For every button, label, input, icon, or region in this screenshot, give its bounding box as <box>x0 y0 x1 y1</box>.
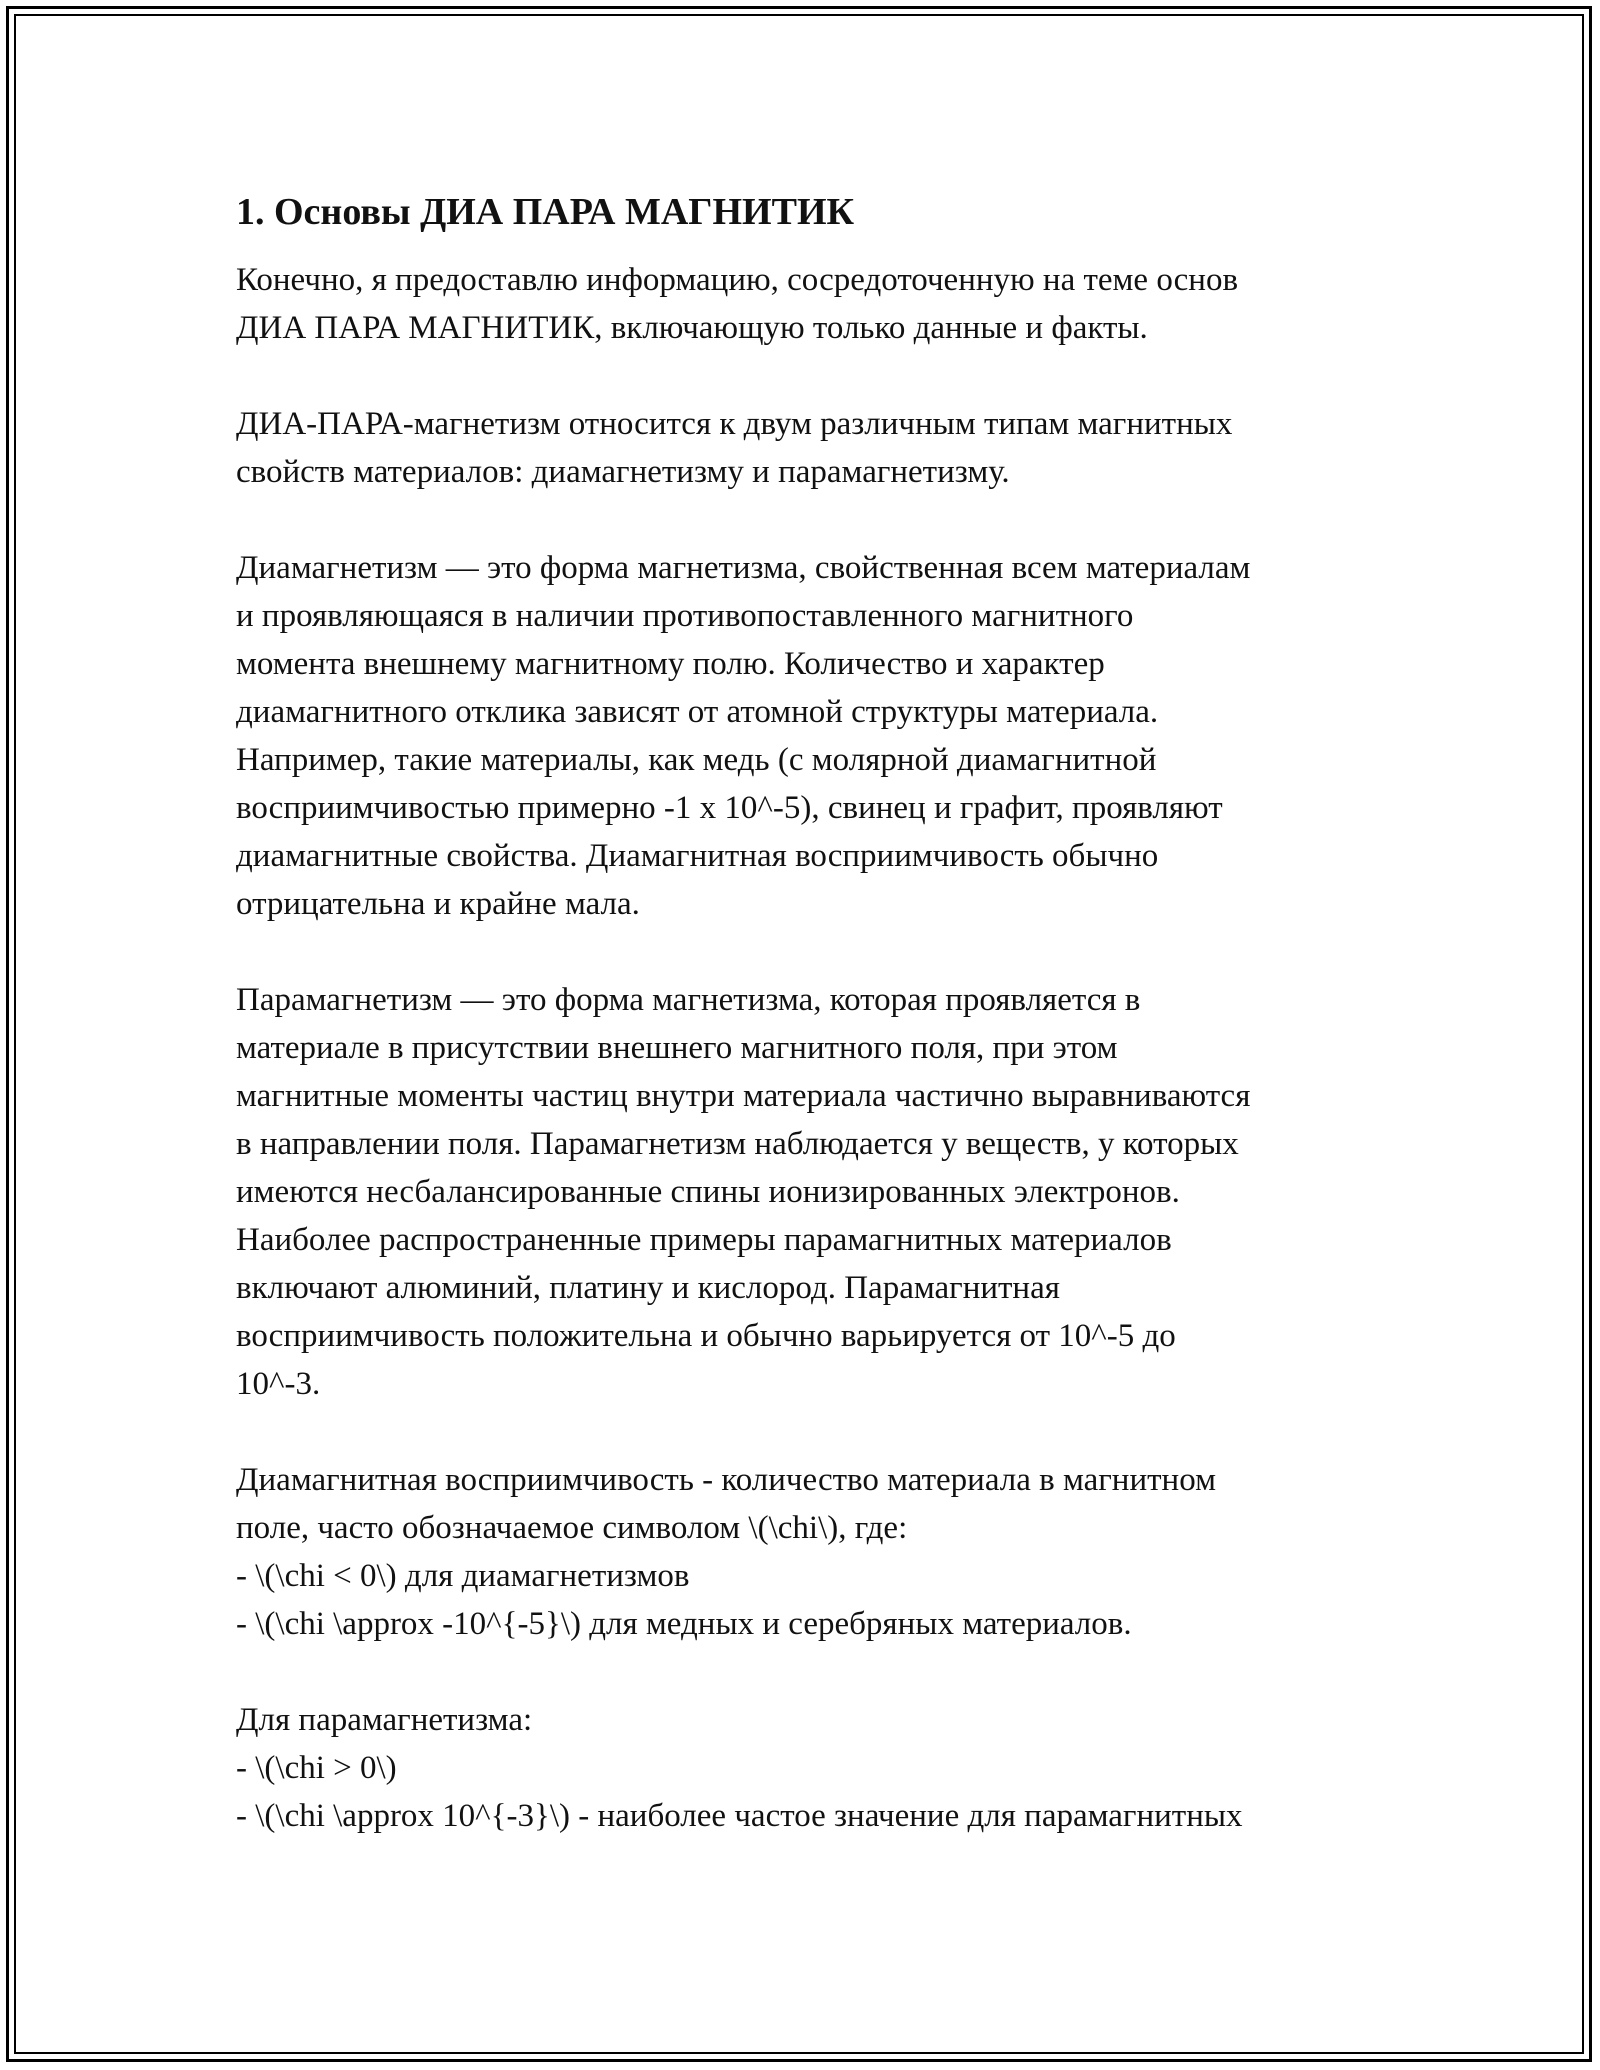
list-item: - \(\chi > 0\) <box>236 1750 397 1786</box>
diamagnetism-paragraph <box>236 544 1406 928</box>
text-line: имеются несбалансированные спины ионизированных электронов. <box>236 1174 1180 1210</box>
text-line: и проявляющаяся в наличии противопоставленного магнитного <box>236 598 1134 634</box>
text-line: Конечно, я предоставлю информацию, сосредоточенную на теме основ <box>236 262 1239 298</box>
list-item: - \(\chi < 0\) для диамагнетизмов <box>236 1558 690 1594</box>
text-line: материале в присутствии внешнего магнитного поля, при этом <box>236 1030 1118 1066</box>
text-line: Для парамагнетизма: <box>236 1702 533 1738</box>
paramagnetism-values-paragraph <box>236 1696 1406 1840</box>
text-line: свойств материалов: диамагнетизму и парамагнетизму. <box>236 454 1010 490</box>
text-line: ДИА ПАРА МАГНИТИК, включающую только данные и факты. <box>236 310 1148 346</box>
intro-paragraph <box>236 256 1406 352</box>
text-line: восприимчивостью примерно -1 x 10^-5), свинец и графит, проявляют <box>236 790 1223 826</box>
text-line: магнитные моменты частиц внутри материала частично выравниваются <box>236 1078 1251 1114</box>
list-item: - \(\chi \approx 10^{-3}\) - наиболее частое значение для парамагнитных <box>236 1798 1243 1834</box>
text-line: диамагнитного отклика зависят от атомной структуры материала. <box>236 694 1159 730</box>
diamagnetic-susceptibility-paragraph <box>236 1456 1406 1648</box>
text-line: поле, часто обозначаемое символом \(\chi\), где: <box>236 1510 908 1546</box>
definition-paragraph <box>236 400 1406 496</box>
text-line: Диамагнетизм — это форма магнетизма, свойственная всем материалам <box>236 550 1251 586</box>
text-line: включают алюминий, платину и кислород. Парамагнитная <box>236 1270 1060 1306</box>
text-line: Наиболее распространенные примеры парамагнитных материалов <box>236 1222 1172 1258</box>
list-item: - \(\chi \approx -10^{-5}\) для медных и серебряных материалов. <box>236 1606 1132 1642</box>
text-line: диамагнитные свойства. Диамагнитная восприимчивость обычно <box>236 838 1159 874</box>
text-line: Парамагнетизм — это форма магнетизма, которая проявляется в <box>236 982 1141 1018</box>
text-line: момента внешнему магнитному полю. Количество и характер <box>236 646 1105 682</box>
text-line: ДИА-ПАРА-магнетизм относится к двум различным типам магнитных <box>236 406 1233 442</box>
document-body <box>236 188 1406 1888</box>
page-title: 1. Основы ДИА ПАРА МАГНИТИК <box>236 191 855 233</box>
text-line: отрицательна и крайне мала. <box>236 886 640 922</box>
text-line: Например, такие материалы, как медь (с молярной диамагнитной <box>236 742 1157 778</box>
text-line: 10^-3. <box>236 1366 321 1402</box>
text-line: Диамагнитная восприимчивость - количество материала в магнитном <box>236 1462 1216 1498</box>
text-line: в направлении поля. Парамагнетизм наблюдается у веществ, у которых <box>236 1126 1239 1162</box>
text-line: восприимчивость положительна и обычно варьируется от 10^-5 до <box>236 1318 1176 1354</box>
paramagnetism-paragraph <box>236 976 1406 1408</box>
